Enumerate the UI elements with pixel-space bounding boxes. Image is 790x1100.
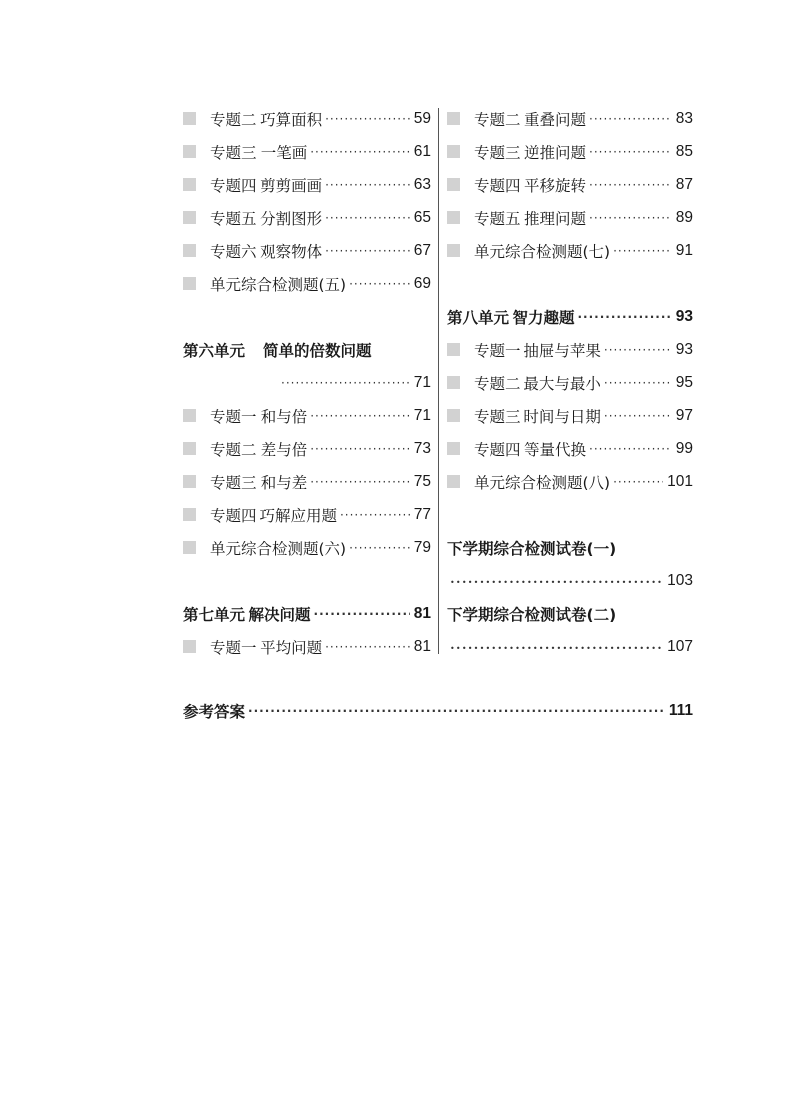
leader-dots (310, 410, 410, 422)
bullet-square-icon (183, 211, 196, 224)
bullet-square-icon (447, 343, 460, 356)
topic-title: 和与差 (260, 473, 308, 492)
toc-topic-entry[interactable] (183, 498, 431, 531)
page-number: 99 (675, 439, 693, 457)
leader-dots (310, 146, 410, 158)
page-number: 81 (413, 637, 431, 655)
toc-topic-entry[interactable] (447, 366, 693, 399)
page-number: 73 (413, 439, 431, 457)
page-number: 91 (675, 241, 693, 259)
leader-dots (604, 410, 672, 422)
toc-topic-entry[interactable] (183, 168, 431, 201)
page-number: 103 (667, 571, 693, 589)
topic-title: 巧解应用题 (259, 506, 337, 525)
topic-label: 专题三 (474, 407, 521, 426)
page-number: 71 (413, 373, 431, 391)
answers-title: 参考答案 (183, 702, 246, 721)
bullet-square-icon (183, 409, 196, 422)
topic-title: 巧算面积 (260, 110, 323, 129)
toc-topic-entry[interactable] (447, 399, 693, 432)
test-title: 单元综合检测题(五) (210, 275, 347, 294)
topic-title: 时间与日期 (523, 407, 601, 426)
topic-title: 抽屉与苹果 (523, 341, 601, 360)
bullet-square-icon (447, 178, 460, 191)
topic-label: 专题四 (210, 506, 257, 525)
page-number: 79 (413, 538, 431, 556)
bullet-square-icon (447, 145, 460, 158)
bullet-square-icon (447, 211, 460, 224)
leader-dots (349, 278, 410, 290)
toc-topic-entry[interactable] (447, 135, 693, 168)
leader-dots (589, 146, 672, 158)
leader-dots (325, 113, 410, 125)
page-number: 107 (667, 637, 693, 655)
toc-test-entry[interactable] (447, 465, 693, 498)
toc-topic-entry[interactable] (183, 630, 431, 663)
toc-exam-heading[interactable] (447, 531, 693, 564)
unit-label: 第八单元 (447, 308, 510, 327)
bullet-square-icon (447, 442, 460, 455)
leader-dots (325, 179, 410, 191)
answers-page-number: 111 (668, 701, 693, 719)
test-title: 单元综合检测题(六) (210, 539, 347, 558)
topic-label: 专题二 (210, 110, 257, 129)
bullet-square-icon (183, 145, 196, 158)
answers-entry[interactable] (183, 694, 693, 727)
toc-topic-entry[interactable] (447, 168, 693, 201)
leader-dots (589, 212, 672, 224)
toc-topic-entry[interactable] (183, 465, 431, 498)
topic-title: 平均问题 (260, 638, 323, 657)
leader-dots (325, 212, 410, 224)
page-number: 63 (413, 175, 431, 193)
toc-topic-entry[interactable] (183, 201, 431, 234)
topic-title: 逆推问题 (523, 143, 586, 162)
topic-label: 专题五 (210, 209, 257, 228)
leader-dots (325, 641, 410, 653)
bullet-square-icon (447, 244, 460, 257)
page-number: 93 (675, 340, 693, 358)
spacer (183, 300, 431, 333)
toc-test-entry[interactable] (183, 267, 431, 300)
toc-unit-heading[interactable] (183, 333, 431, 366)
topic-title: 推理问题 (523, 209, 586, 228)
toc-left-column (183, 102, 431, 663)
page-number: 89 (675, 208, 693, 226)
topic-title: 和与倍 (260, 407, 308, 426)
page-number: 75 (413, 472, 431, 490)
leader-dots (248, 705, 665, 717)
bullet-square-icon (183, 475, 196, 488)
bullet-square-icon (183, 508, 196, 521)
topic-title: 平移旋转 (523, 176, 586, 195)
topic-title: 差与倍 (260, 440, 308, 459)
leader-dots (604, 377, 672, 389)
page-number: 101 (667, 472, 693, 490)
bullet-square-icon (447, 112, 460, 125)
page-number: 65 (413, 208, 431, 226)
page-number: 95 (675, 373, 693, 391)
topic-label: 专题三 (210, 473, 257, 492)
bullet-square-icon (183, 112, 196, 125)
test-title: 单元综合检测题(八) (474, 473, 611, 492)
toc-unit-entry[interactable] (183, 597, 431, 630)
page-number: 85 (675, 142, 693, 160)
toc-test-entry[interactable] (447, 234, 693, 267)
bullet-square-icon (183, 442, 196, 455)
leader-dots (281, 377, 410, 389)
toc-topic-entry[interactable] (447, 333, 693, 366)
leader-dots (314, 608, 410, 620)
leader-dots (577, 311, 671, 323)
topic-label: 专题四 (210, 176, 257, 195)
leader-dots (325, 245, 410, 257)
bullet-square-icon (183, 541, 196, 554)
exam-title: 下学期综合检测试卷(一) (447, 539, 617, 558)
toc-unit-page-line[interactable] (183, 366, 431, 399)
topic-title: 重叠问题 (523, 110, 586, 129)
bullet-square-icon (183, 640, 196, 653)
topic-title: 一笔画 (260, 143, 308, 162)
topic-title: 剪剪画画 (260, 176, 323, 195)
page-number: 77 (413, 505, 431, 523)
topic-label: 专题一 (474, 341, 521, 360)
test-title: 单元综合检测题(七) (474, 242, 611, 261)
topic-label: 专题四 (474, 176, 521, 195)
leader-dots (310, 476, 410, 488)
topic-label: 专题三 (474, 143, 521, 162)
topic-label: 专题四 (474, 440, 521, 459)
page-number: 81 (413, 604, 431, 622)
topic-title: 观察物体 (260, 242, 323, 261)
topic-title: 等量代换 (523, 440, 586, 459)
page-number: 87 (675, 175, 693, 193)
unit-title: 解决问题 (248, 605, 311, 624)
page-number: 67 (413, 241, 431, 259)
topic-label: 专题二 (474, 374, 521, 393)
bullet-square-icon (183, 178, 196, 191)
toc-topic-entry[interactable] (447, 201, 693, 234)
leader-dots (589, 179, 672, 191)
toc-topic-entry[interactable] (183, 135, 431, 168)
topic-label: 专题一 (210, 407, 257, 426)
bullet-square-icon (447, 376, 460, 389)
toc-topic-entry[interactable] (183, 399, 431, 432)
toc-topic-entry[interactable] (183, 234, 431, 267)
toc-test-entry[interactable] (183, 531, 431, 564)
page-number: 61 (413, 142, 431, 160)
bullet-square-icon (183, 244, 196, 257)
bullet-square-icon (183, 277, 196, 290)
spacer (447, 498, 693, 531)
toc-exam-heading[interactable] (447, 597, 693, 630)
topic-title: 最大与最小 (523, 374, 601, 393)
topic-label: 专题六 (210, 242, 257, 261)
toc-topic-entry[interactable] (447, 432, 693, 465)
page-number: 93 (675, 307, 693, 325)
unit-label: 第七单元 (183, 605, 246, 624)
toc-topic-entry[interactable] (447, 102, 693, 135)
exam-title: 下学期综合检测试卷(二) (447, 605, 617, 624)
topic-label: 专题一 (210, 638, 257, 657)
page-number: 69 (413, 274, 431, 292)
topic-label: 专题五 (474, 209, 521, 228)
unit-title: 简单的倍数问题 (263, 341, 372, 360)
toc-topic-entry[interactable] (183, 102, 431, 135)
topic-title: 分割图形 (260, 209, 323, 228)
leader-dots (349, 542, 410, 554)
bullet-square-icon (447, 475, 460, 488)
topic-label: 专题二 (210, 440, 257, 459)
unit-label: 第六单元 (183, 341, 246, 360)
bullet-square-icon (447, 409, 460, 422)
leader-dots (589, 443, 672, 455)
toc-unit-entry[interactable] (447, 300, 693, 333)
page-number: 97 (675, 406, 693, 424)
unit-title: 智力趣题 (512, 308, 575, 327)
leader-dots (450, 575, 663, 587)
leader-dots (613, 476, 663, 488)
leader-dots (589, 113, 672, 125)
leader-dots (604, 344, 672, 356)
column-divider (438, 108, 439, 654)
leader-dots (340, 509, 410, 521)
toc-exam-page-line[interactable] (447, 564, 693, 597)
toc-exam-page-line[interactable] (447, 630, 693, 663)
leader-dots (450, 641, 663, 653)
leader-dots (613, 245, 672, 257)
page-number: 83 (675, 109, 693, 127)
toc-topic-entry[interactable] (183, 432, 431, 465)
spacer (183, 564, 431, 597)
topic-label: 专题三 (210, 143, 257, 162)
page-number: 71 (413, 406, 431, 424)
topic-label: 专题二 (474, 110, 521, 129)
spacer (447, 267, 693, 300)
page-number: 59 (413, 109, 431, 127)
toc-right-column (447, 102, 693, 663)
leader-dots (310, 443, 410, 455)
